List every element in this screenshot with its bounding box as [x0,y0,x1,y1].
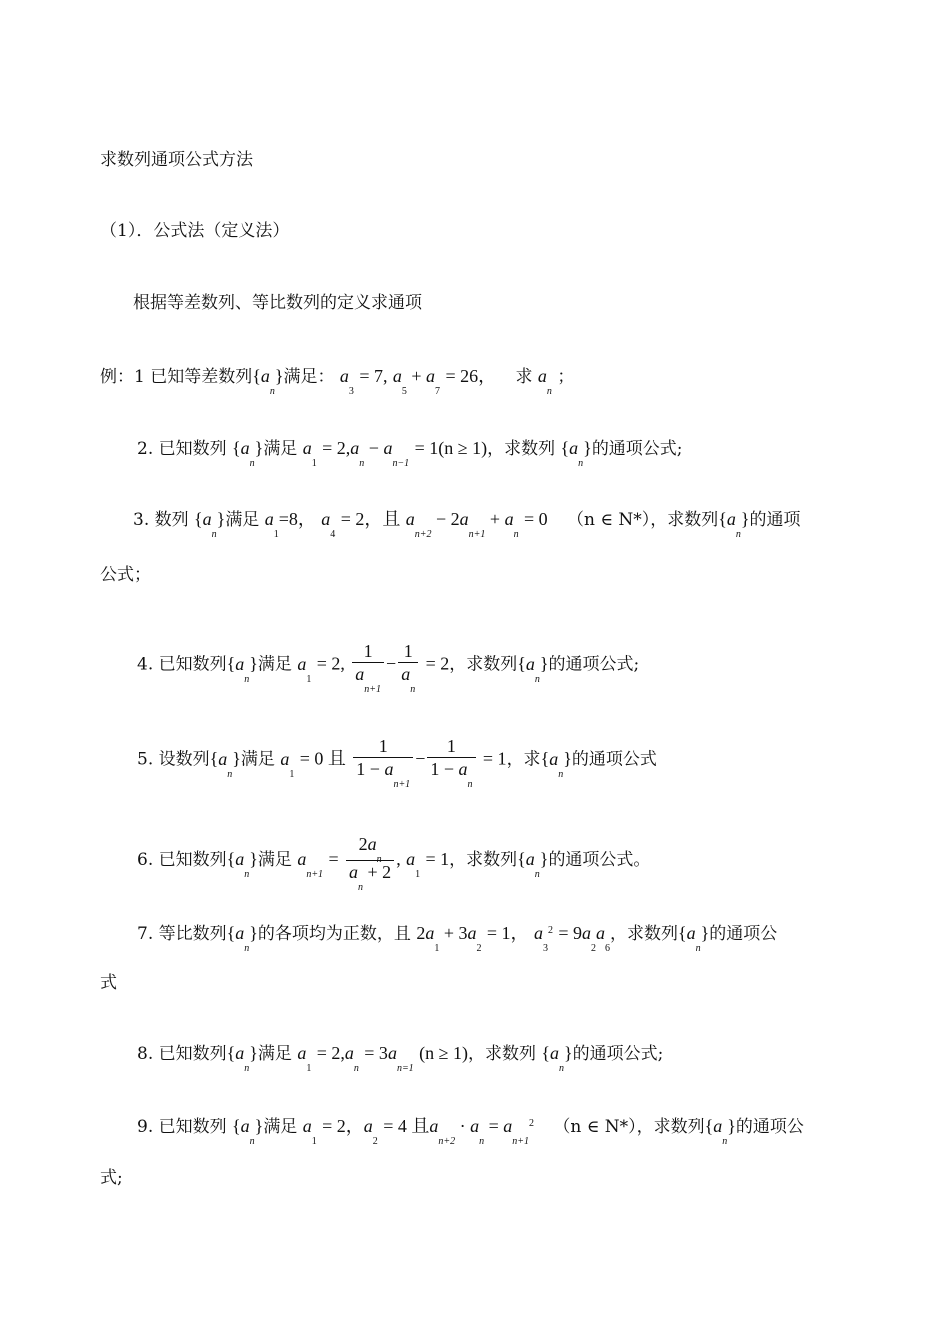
example-4: 4. 已知数列$\{a_n\}$满足 $a_1 = 2$, $\frac{1}{a_{n+1}}$ − $\frac{1}{a_n}$ = 2，求数列$\{a_n\}$的通项公式; [137,641,640,695]
example-7: 7. 等比数列$\{a_n\}$的各项均为正数，且 $2a_1 + 3a_2 = 1$， $a_3^2 = 9a_2a_6$，求数列$\{a_n\}$的通项公 [137,923,778,954]
example-7-continued: 式 [100,973,117,993]
example-9-continued: 式; [100,1168,123,1188]
example-5: 5. 设数列$\{a_n\}$满足 $a_1 = 0$ 且 $\frac{1}{1 - a_{n+1}}$ − $\frac{1}{1 - a_n}$ = 1，求$\{a_n\}$的通项公式 [137,736,657,790]
example-3: 3. 数列 $\{a_n\}$满足 $a_1=8$， $a_4 = 2$，且 $a_{n+2} - 2a_{n+1} + a_n = 0$ （n ∈ N*），求数列$\{a_n\}$的通项 [133,509,801,540]
section-heading: （1）．公式法（定义法） [100,221,290,241]
example-3-continued: 公式； [100,565,151,585]
example-9: 9. 已知数列 $\{a_n\}$满足 $a_1 = 2$，$a_2 = 4$ 且$a_{n+2} \cdot a_n = a_{n+1}^2$ （n ∈ N*），求数列$\{a_n\}$的通项公 [137,1116,804,1147]
example-6: 6. 已知数列$\{a_n\}$满足 $a_{n+1}$ = $\frac{2a_n}{a_n + 2}$ , $a_1 = 1$，求数列$\{a_n\}$的通项公式。 [137,834,651,893]
example-1: 例：1 已知等差数列$\{a_n\}$满足： $a_3 = 7$, $a_5 + a_7 = 26$， 求 $a_n$ ； [100,366,575,397]
example-2: 2. 已知数列 $\{a_n\}$满足 $a_1 = 2,a_n - a_{n-1} = 1(n \ge 1)$，求数列 $\{a_n\}$的通项公式; [137,438,683,469]
example-8: 8. 已知数列$\{a_n\}$满足 $a_1 = 2,a_n = 3a_{n=1}$ (n ≥ 1)，求数列 $\{a_n\}$的通项公式; [137,1043,664,1074]
page-title: 求数列通项公式方法 [100,150,253,170]
intro-text: 根据等差数列、等比数列的定义求通项 [133,293,422,313]
